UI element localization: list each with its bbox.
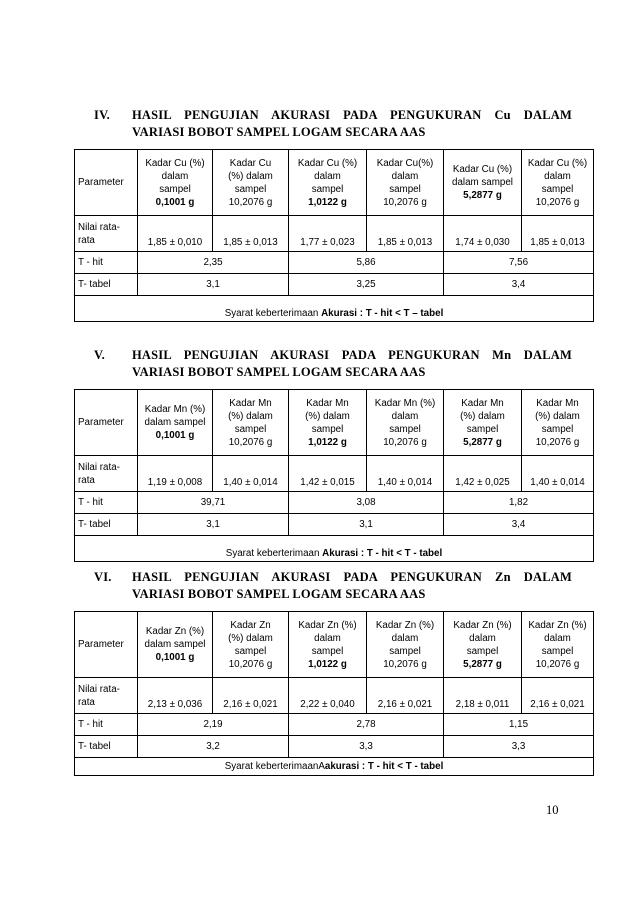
param-label: Parameter bbox=[75, 150, 138, 216]
nilai-label: Nilai rata- rata bbox=[75, 678, 138, 714]
nilai-cell: 1,85 ± 0,013 bbox=[213, 216, 289, 252]
section-numeral: VI. bbox=[94, 570, 112, 584]
column-header: Kadar Mn (%) dalam sampel 10,2076 g bbox=[522, 390, 594, 456]
thit-cell: 2,35 bbox=[138, 252, 289, 274]
ttabel-label: T- tabel bbox=[75, 736, 138, 758]
column-header: Kadar Zn (%) dalam sampel 10,2076 g bbox=[367, 612, 444, 678]
ttabel-cell: 3,1 bbox=[289, 514, 444, 536]
acceptance-note: Syarat keberterimaanAakurasi : T - hit < T - tabel bbox=[75, 758, 594, 776]
nilai-label: Nilai rata- rata bbox=[75, 216, 138, 252]
nilai-cell: 2,16 ± 0,021 bbox=[213, 678, 289, 714]
table-row-nilai bbox=[75, 678, 594, 714]
nilai-cell: 2,16 ± 0,021 bbox=[522, 678, 594, 714]
column-header: Kadar Mn (%) dalam sampel 10,2076 g bbox=[367, 390, 444, 456]
ttabel-cell: 3,4 bbox=[444, 514, 594, 536]
nilai-cell: 1,74 ± 0,030 bbox=[444, 216, 522, 252]
section-numeral: IV. bbox=[94, 108, 111, 122]
table-row-ttabel bbox=[75, 514, 594, 536]
thit-label: T - hit bbox=[75, 714, 138, 736]
column-header: Kadar Mn (%) dalam sampel 1,0122 g bbox=[289, 390, 367, 456]
section-title-line1: HASIL PENGUJIAN AKURASI PADA PENGUKURAN Mn DALAM bbox=[132, 348, 572, 362]
column-header: Kadar Zn (%) dalam sampel 5,2877 g bbox=[444, 612, 522, 678]
column-header: Kadar Mn (%) dalam sampel 10,2076 g bbox=[213, 390, 289, 456]
ttabel-cell: 3,4 bbox=[444, 274, 594, 296]
section-numeral: V. bbox=[94, 348, 105, 362]
accuracy-table-zn bbox=[74, 611, 594, 776]
nilai-cell: 1,85 ± 0,010 bbox=[138, 216, 213, 252]
table-header-row bbox=[75, 390, 594, 456]
column-header: Kadar Zn (%) dalam sampel 0,1001 g bbox=[138, 612, 213, 678]
nilai-cell: 1,85 ± 0,013 bbox=[522, 216, 594, 252]
nilai-cell: 1,85 ± 0,013 bbox=[367, 216, 444, 252]
table-row-note bbox=[75, 758, 594, 776]
thit-cell: 39,71 bbox=[138, 492, 289, 514]
column-header: Kadar Mn (%) dalam sampel 5,2877 g bbox=[444, 390, 522, 456]
thit-cell: 1,82 bbox=[444, 492, 594, 514]
thit-cell: 2,19 bbox=[138, 714, 289, 736]
accuracy-table-cu bbox=[74, 149, 594, 322]
table-header-row bbox=[75, 150, 594, 216]
nilai-cell: 2,16 ± 0,021 bbox=[367, 678, 444, 714]
section-title-line2: VARIASI BOBOT SAMPEL LOGAM SECARA AAS bbox=[132, 587, 426, 601]
column-header: Kadar Zn (%) dalam sampel 10,2076 g bbox=[522, 612, 594, 678]
ttabel-cell: 3,1 bbox=[138, 514, 289, 536]
acceptance-note: Syarat keberterimaan Akurasi : T - hit < T – tabel bbox=[75, 296, 594, 322]
column-header: Kadar Cu (%) dalam sampel 0,1001 g bbox=[138, 150, 213, 216]
nilai-cell: 2,22 ± 0,040 bbox=[289, 678, 367, 714]
table-row-thit bbox=[75, 252, 594, 274]
thit-label: T - hit bbox=[75, 492, 138, 514]
column-header: Kadar Cu (%) dalam sampel 10,2076 g bbox=[213, 150, 289, 216]
table-header-row bbox=[75, 612, 594, 678]
section-title-line2: VARIASI BOBOT SAMPEL LOGAM SECARA AAS bbox=[132, 125, 426, 139]
ttabel-cell: 3,1 bbox=[138, 274, 289, 296]
column-header: Kadar Cu(%) dalam sampel 10,2076 g bbox=[367, 150, 444, 216]
thit-cell: 5,86 bbox=[289, 252, 444, 274]
nilai-cell: 1,40 ± 0,014 bbox=[367, 456, 444, 492]
nilai-cell: 1,40 ± 0,014 bbox=[213, 456, 289, 492]
nilai-cell: 1,77 ± 0,023 bbox=[289, 216, 367, 252]
section-title-line2: VARIASI BOBOT SAMPEL LOGAM SECARA AAS bbox=[132, 365, 426, 379]
table-row-thit bbox=[75, 714, 594, 736]
column-header: Kadar Cu (%) dalam sampel 1,0122 g bbox=[289, 150, 367, 216]
column-header: Kadar Zn (%) dalam sampel 10,2076 g bbox=[213, 612, 289, 678]
nilai-cell: 1,40 ± 0,014 bbox=[522, 456, 594, 492]
nilai-cell: 1,42 ± 0,015 bbox=[289, 456, 367, 492]
ttabel-cell: 3,25 bbox=[289, 274, 444, 296]
nilai-cell: 2,18 ± 0,011 bbox=[444, 678, 522, 714]
thit-cell: 2,78 bbox=[289, 714, 444, 736]
column-header: Kadar Cu (%) dalam sampel 10,2076 g bbox=[522, 150, 594, 216]
thit-label: T - hit bbox=[75, 252, 138, 274]
ttabel-cell: 3,2 bbox=[138, 736, 289, 758]
column-header: Kadar Mn (%) dalam sampel 0,1001 g bbox=[138, 390, 213, 456]
param-label: Parameter bbox=[75, 612, 138, 678]
nilai-cell: 1,19 ± 0,008 bbox=[138, 456, 213, 492]
acceptance-note: Syarat keberterimaan Akurasi : T - hit < T - tabel bbox=[75, 536, 594, 562]
nilai-cell: 2,13 ± 0,036 bbox=[138, 678, 213, 714]
table-row-note bbox=[75, 536, 594, 562]
column-header: Kadar Cu (%) dalam sampel 5,2877 g bbox=[444, 150, 522, 216]
thit-cell: 1,15 bbox=[444, 714, 594, 736]
table-row-ttabel bbox=[75, 274, 594, 296]
accuracy-table-mn bbox=[74, 389, 594, 562]
ttabel-label: T- tabel bbox=[75, 514, 138, 536]
table-row-thit bbox=[75, 492, 594, 514]
ttabel-label: T- tabel bbox=[75, 274, 138, 296]
ttabel-cell: 3,3 bbox=[444, 736, 594, 758]
table-row-ttabel bbox=[75, 736, 594, 758]
table-row-nilai bbox=[75, 456, 594, 492]
section-title-line1: HASIL PENGUJIAN AKURASI PADA PENGUKURAN Zn DALAM bbox=[132, 570, 572, 584]
param-label: Parameter bbox=[75, 390, 138, 456]
nilai-cell: 1,42 ± 0,025 bbox=[444, 456, 522, 492]
nilai-label: Nilai rata- rata bbox=[75, 456, 138, 492]
section-title-line1: HASIL PENGUJIAN AKURASI PADA PENGUKURAN Cu DALAM bbox=[132, 108, 572, 122]
thit-cell: 3,08 bbox=[289, 492, 444, 514]
thit-cell: 7,56 bbox=[444, 252, 594, 274]
page-number: 10 bbox=[546, 803, 559, 817]
table-row-nilai bbox=[75, 216, 594, 252]
table-row-note bbox=[75, 296, 594, 322]
column-header: Kadar Zn (%) dalam sampel 1,0122 g bbox=[289, 612, 367, 678]
ttabel-cell: 3,3 bbox=[289, 736, 444, 758]
